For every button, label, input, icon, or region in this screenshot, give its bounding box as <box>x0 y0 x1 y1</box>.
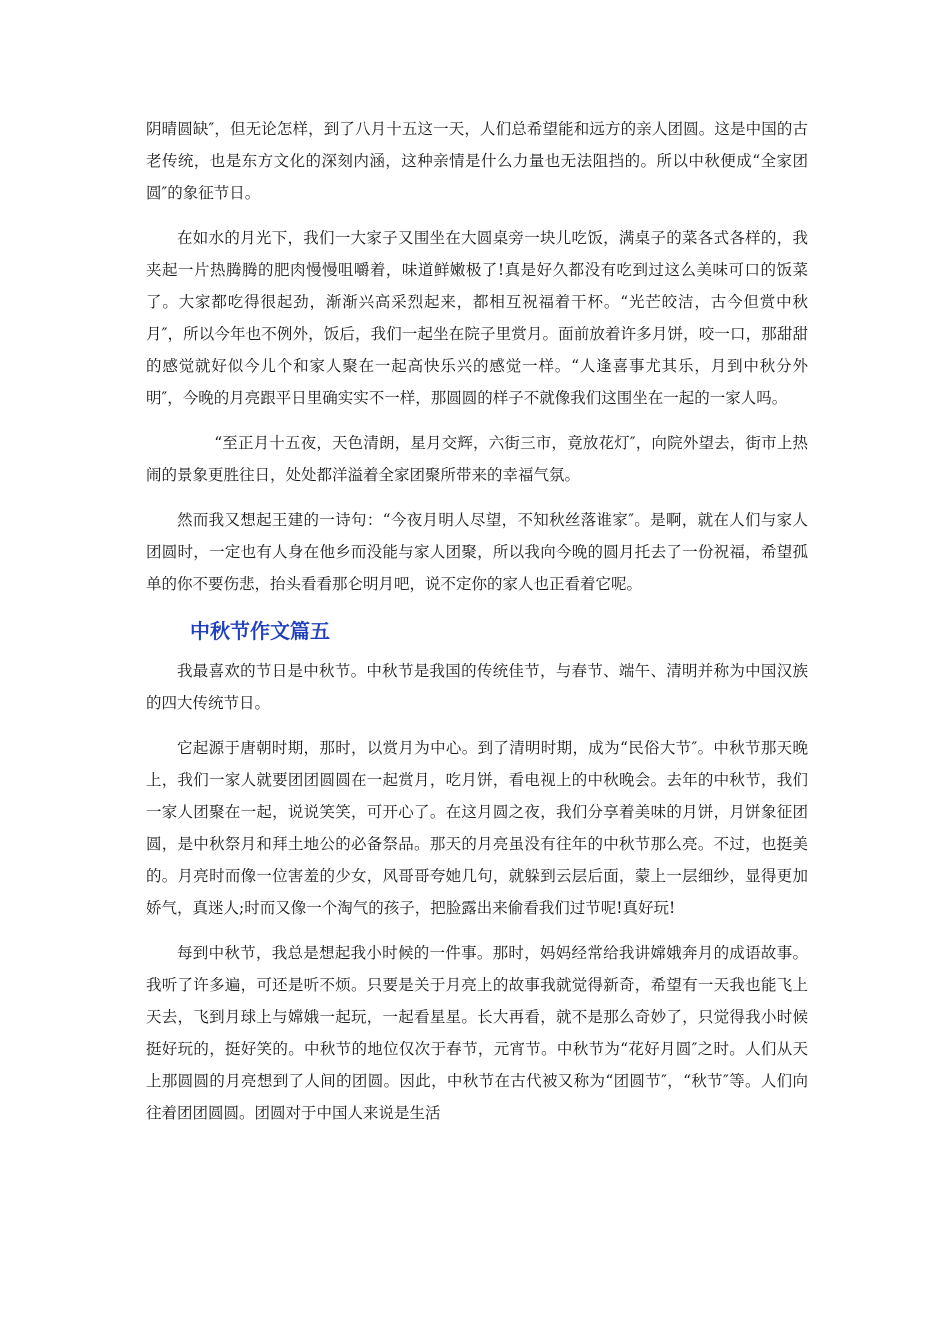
paragraph-5: 我最喜欢的节日是中秋节。中秋节是我国的传统佳节，与春节、端午、清明并称为中国汉族的四大传统节日。 <box>146 662 808 712</box>
paragraph-7: 每到中秋节，我总是想起我小时候的一件事。那时，妈妈经常给我讲嫦娥奔月的成语故事。我听了许多遍，可还是听不烦。只要是关于月亮上的故事我就觉得新奇，希望有一天我也能飞上天去，飞到月球上与嫦娥一起玩，一起看星星。长大再看，就不是那么奇妙了，只觉得我小时候挺好玩的，挺好笑的。中秋节的地位仅次于春节，元宵节。中秋节为“花好月圆″之时。人们从天上那圆圆的月亮想到了人间的团圆。因此，中秋节在古代被又称为“团圆节″，“秋节″等。人们向往着团团圆圆。团圆对于中国人来说是生活 <box>146 944 808 1122</box>
paragraph-3: “至正月十五夜，天色清朗，星月交辉，六街三市，竟放花灯″，向院外望去，街市上热闹的景象更胜往日，处处都洋溢着全家团聚所带来的幸福气氛。 <box>146 434 808 484</box>
paragraph-6: 它起源于唐朝时期，那时，以赏月为中心。到了清明时期，成为“民俗大节″。中秋节那天晚上，我们一家人就要团团圆圆在一起赏月，吃月饼，看电视上的中秋晚会。去年的中秋节，我们一家人团聚在一起，说说笑笑，可开心了。在这月圆之夜，我们分享着美味的月饼，月饼象征团圆，是中秋祭月和拜土地公的必备祭品。那天的月亮虽没有往年的中秋节那么亮。不过，也挺美的。月亮时而像一位害羞的少女，风哥哥夸她几句，就躲到云层后面，蒙上一层细纱，显得更加娇气，真迷人;时而又像一个淘气的孩子，把脸露出来偷看我们过节呢!真好玩! <box>146 739 808 917</box>
paragraph-1: 阴晴圆缺″，但无论怎样，到了八月十五这一天，人们总希望能和远方的亲人团圆。这是中国的古老传统，也是东方文化的深刻内涵，这种亲情是什么力量也无法阻挡的。所以中秋便成“全家团圆″的象征节日。 <box>146 120 808 202</box>
section-title: 中秋节作文篇五 <box>190 619 330 643</box>
document-body <box>146 113 808 1142</box>
paragraph-2: 在如水的月光下，我们一大家子又围坐在大圆桌旁一块儿吃饭，满桌子的菜各式各样的，我夹起一片热腾腾的肥肉慢慢咀嚼着，味道鲜嫩极了!真是好久都没有吃到过这么美味可口的饭菜了。大家都吃得很起劲，渐渐兴高采烈起来，都相互祝福着干杯。“光芒皎洁，古今但赏中秋月″，所以今年也不例外，饭后，我们一起坐在院子里赏月。面前放着许多月饼，咬一口，那甜甜的感觉就好似今儿个和家人聚在一起高快乐兴的感觉一样。“人逢喜事尤其乐，月到中秋分外明″，今晚的月亮跟平日里确实实不一样，那圆圆的样子不就像我们这围坐在一起的一家人吗。 <box>146 229 808 407</box>
paragraph-4: 然而我又想起王建的一诗句：“今夜月明人尽望，不知秋丝落谁家″。是啊，就在人们与家人团圆时，一定也有人身在他乡而没能与家人团聚，所以我向今晚的圆月托去了一份祝福，希望孤单的你不要伤悲，抬头看看那仑明月吧，说不定你的家人也正看着它呢。 <box>146 511 808 593</box>
